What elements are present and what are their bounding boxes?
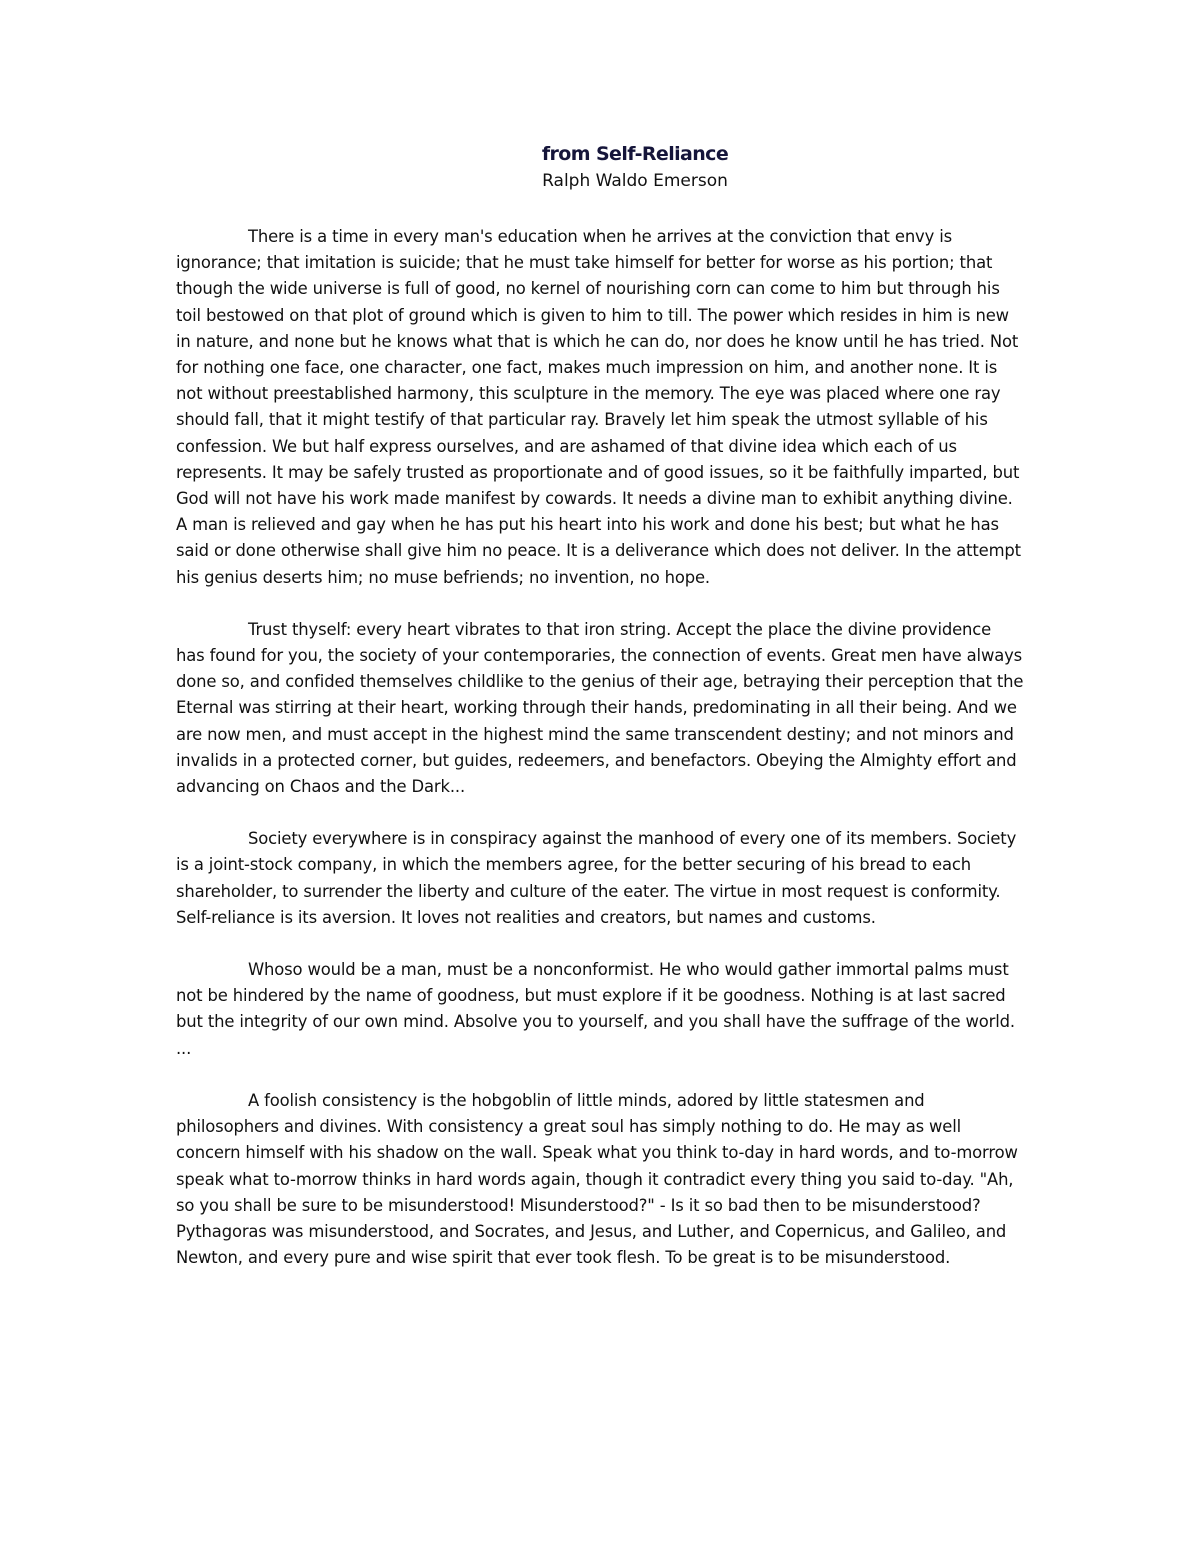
document-author: Ralph Waldo Emerson [542, 171, 728, 191]
paragraph-1: There is a time in every man's education when he arrives at the conviction that envy is ignorance; that imitation is suicide; that he must take himself for better for worse as his portion; that though the wide universe is full of good, no kernel of nourishing corn can come to him but through his toil bestowed on that plot of ground which is given to him to till. The power which resides in him is new in nature, and none but he knows what that is which he can do, nor does he know until he has tried. Not for nothing one face, one character, one fact, makes much impression on him, and another none. It is not without preestablished harmony, this sculpture in the memory. The eye was placed where one ray should fall, that it might testify of that particular ray. Bravely let him speak the utmost syllable of his confession. We but half express ourselves, and are ashamed of that divine idea which each of us represents. It may be safely trusted as proportionate and of good issues, so it be faithfully imparted, but God will not have his work made manifest by cowards. It needs a divine man to exhibit anything divine. A man is relieved and gay when he has put his heart into his work and done his best; but what he has said or done otherwise shall give him no peace. It is a deliverance which does not deliver. In the attempt his genius deserts him; no muse befriends; no invention, no hope. [176, 227, 1021, 587]
paragraph-2: Trust thyself: every heart vibrates to that iron string. Accept the place the divine providence has found for you, the society of your contemporaries, the connection of events. Great men have always done so, and confided themselves childlike to the genius of their age, betraying their perception that the Eternal was stirring at their heart, working through their hands, predominating in all their being. And we are now men, and must accept in the highest mind the same transcendent destiny; and not minors and invalids in a protected corner, but guides, redeemers, and benefactors. Obeying the Almighty effort and advancing on Chaos and the Dark... [176, 619, 1024, 797]
document-body [176, 224, 1024, 1297]
paragraph-3: Society everywhere is in conspiracy against the manhood of every one of its members. Society is a joint-stock company, in which the members agree, for the better securing of his bread to each shareholder, to surrender the liberty and culture of the eater. The virtue in most request is conformity. Self-reliance is its aversion. It loves not realities and creators, but names and customs. [176, 829, 1017, 927]
paragraph-5: A foolish consistency is the hobgoblin of little minds, adored by little statesmen and philosophers and divines. With consistency a great soul has simply nothing to do. He may as well concern himself with his shadow on the wall. Speak what you think to-day in hard words, and to-morrow speak what to-morrow thinks in hard words again, though it contradict every thing you said to-day. "Ah, so you shall be sure to be misunderstood! Misunderstood?" - Is it so bad then to be misunderstood? Pythagoras was misunderstood, and Socrates, and Jesus, and Luther, and Copernicus, and Galileo, and Newton, and every pure and wise spirit that ever took flesh. To be great is to be misunderstood. [176, 1090, 1018, 1268]
document-title: from Self-Reliance [541, 143, 729, 165]
paragraph-4: Whoso would be a man, must be a nonconformist. He who would gather immortal palms must not be hindered by the name of goodness, but must explore if it be goodness. Nothing is at last sacred but the integrity of our own mind. Absolve you to yourself, and you shall have the suffrage of the world. ... [176, 960, 1015, 1058]
